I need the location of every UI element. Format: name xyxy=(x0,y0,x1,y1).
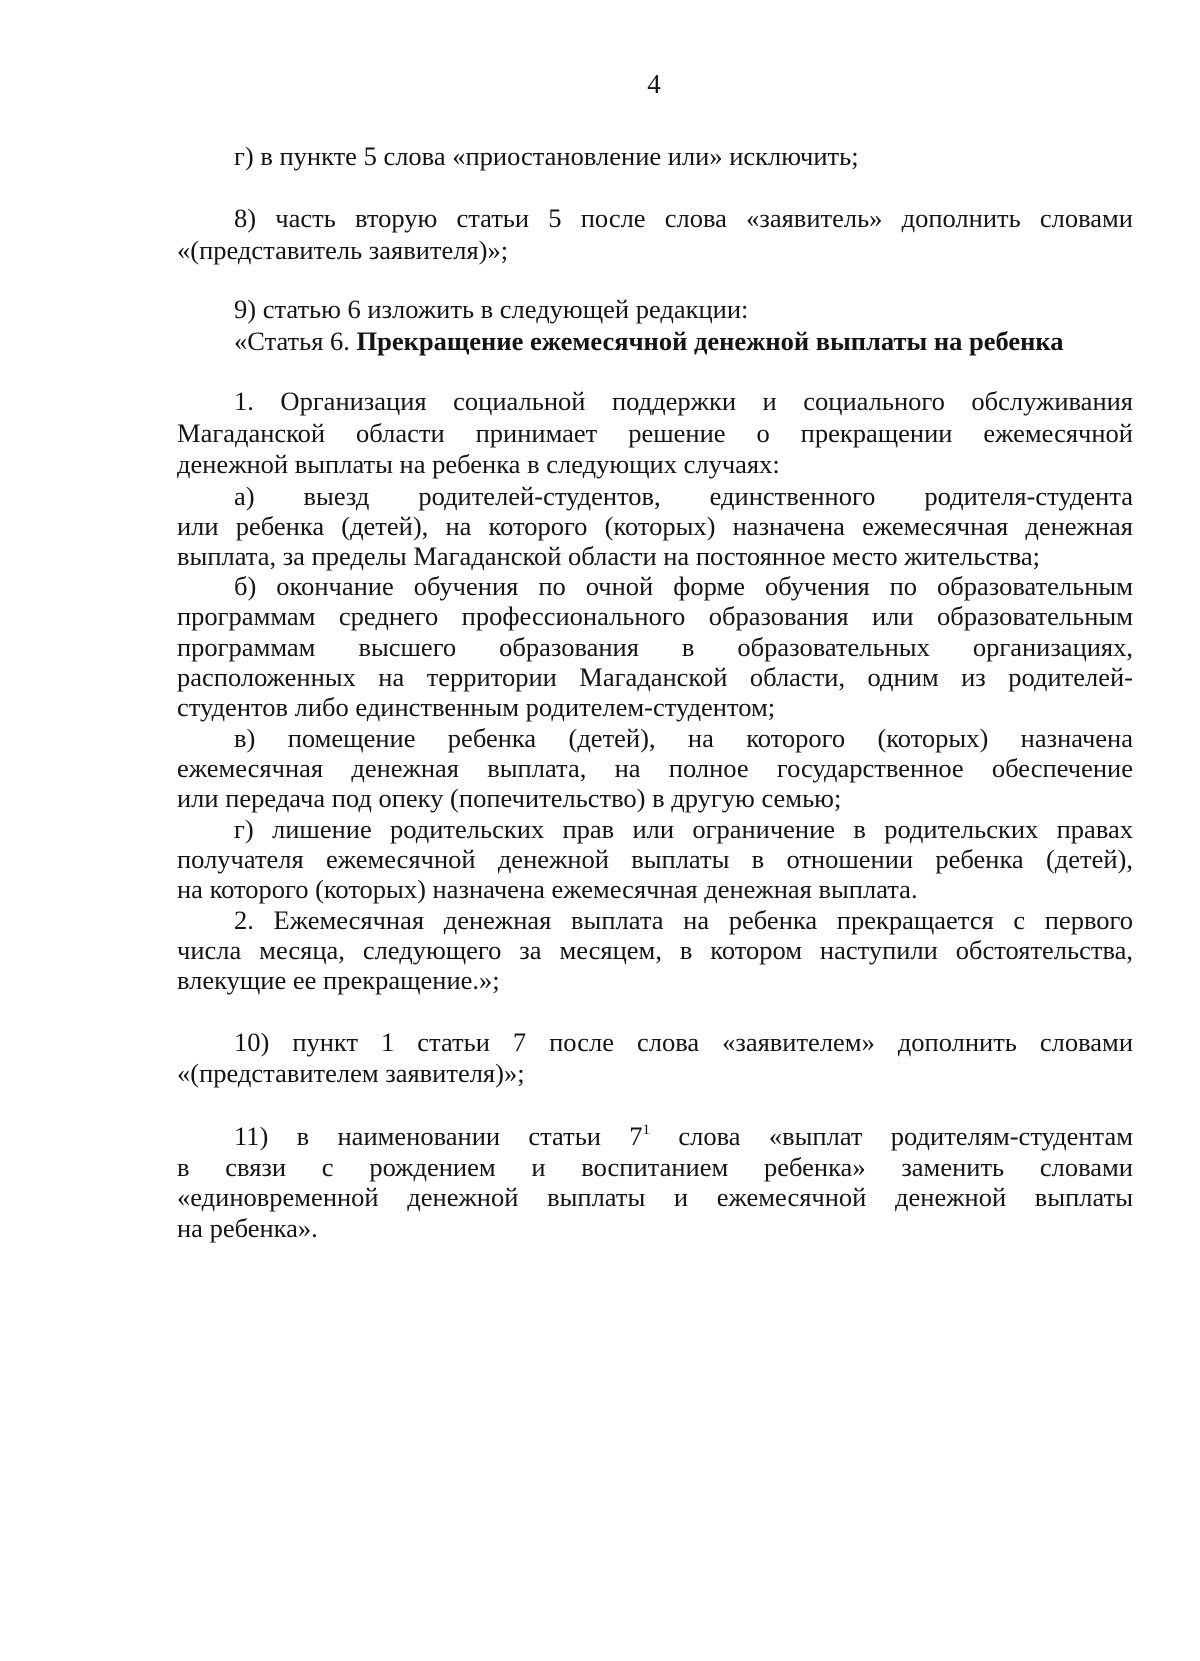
item-8-line-1: 8) часть вторую статьи 5 после слова «заявитель» дополнить словами xyxy=(234,203,1133,233)
item-11-line-1-end: слова «выплат родителям-студентам xyxy=(650,1121,1133,1151)
subitem-g2-line-3: на которого (которых) назначена ежемесячная денежная выплата. xyxy=(177,874,918,904)
article-6-title: Прекращение ежемесячной денежной выплаты на ребенка xyxy=(356,326,1064,356)
item-11-line-3: «единовременной денежной выплаты и ежемесячной денежной выплаты xyxy=(177,1182,1133,1212)
article-6-heading xyxy=(234,325,1133,357)
item-11-line-2: в связи с рождением и воспитанием ребенка» заменить словами xyxy=(177,1152,1133,1182)
subitem-g2-line-1: г) лишение родительских прав или ограничение в родительских правах xyxy=(234,814,1133,844)
subitem-v-line-3: или передача под опеку (попечительство) в другую семью; xyxy=(177,783,842,813)
item-10-line-2: «(представителем заявителя)»; xyxy=(177,1058,525,1088)
item-10-line-1: 10) пункт 1 статьи 7 после слова «заявителем» дополнить словами xyxy=(234,1027,1133,1057)
paragraph-2-line-2: числа месяца, следующего за месяцем, в котором наступили обстоятельства, xyxy=(177,935,1133,965)
page-number: 4 xyxy=(647,69,661,99)
subitem-b-line-2: программам среднего профессионального образования или образовательным xyxy=(177,601,1133,631)
item-8-line-2: «(представитель заявителя)»; xyxy=(177,235,509,265)
paragraph-1-line-3: денежной выплаты на ребенка в следующих случаях: xyxy=(177,449,780,479)
item-11-line-4: на ребенка». xyxy=(177,1213,318,1243)
article-superscript: 1 xyxy=(642,1122,651,1138)
paragraph-2-line-1: 2. Ежемесячная денежная выплата на ребенка прекращается с первого xyxy=(234,905,1133,935)
paragraph-1-line-2: Магаданской области принимает решение о прекращении ежемесячной xyxy=(177,418,1133,448)
subitem-b-line-1: б) окончание обучения по очной форме обучения по образовательным xyxy=(234,571,1133,601)
subitem-g2-line-2: получателя ежемесячной денежной выплаты в отношении ребенка (детей), xyxy=(177,844,1133,874)
item-11-line-1 xyxy=(234,1120,1133,1152)
subitem-b-line-5: студентов либо единственным родителем-студентом; xyxy=(177,692,776,722)
paragraph-1-line-1: 1. Организация социальной поддержки и социального обслуживания xyxy=(234,386,1133,416)
subitem-g-line: г) в пункте 5 слова «приостановление или» исключить; xyxy=(234,141,859,171)
subitem-a-line-2: или ребенка (детей), на которого (которых) назначена ежемесячная денежная xyxy=(177,511,1133,541)
paragraph-2-line-3: влекущие ее прекращение.»; xyxy=(177,965,500,995)
subitem-v-line-1: в) помещение ребенка (детей), на которого (которых) назначена xyxy=(234,723,1133,753)
article-6-prefix: «Статья 6. xyxy=(234,326,357,356)
subitem-a-line-1: а) выезд родителей-студентов, единственного родителя-студента xyxy=(234,481,1133,511)
subitem-a-line-3: выплата, за пределы Магаданской области на постоянное место жительства; xyxy=(177,541,1040,571)
subitem-b-line-4: расположенных на территории Магаданской области, одним из родителей- xyxy=(177,662,1133,692)
item-9-line-1: 9) статью 6 изложить в следующей редакции: xyxy=(234,294,749,324)
item-11-line-1-start: 11) в наименовании статьи 7 xyxy=(234,1121,643,1151)
subitem-b-line-3: программам высшего образования в образовательных организациях, xyxy=(177,632,1133,662)
subitem-v-line-2: ежемесячная денежная выплата, на полное государственное обеспечение xyxy=(177,753,1133,783)
